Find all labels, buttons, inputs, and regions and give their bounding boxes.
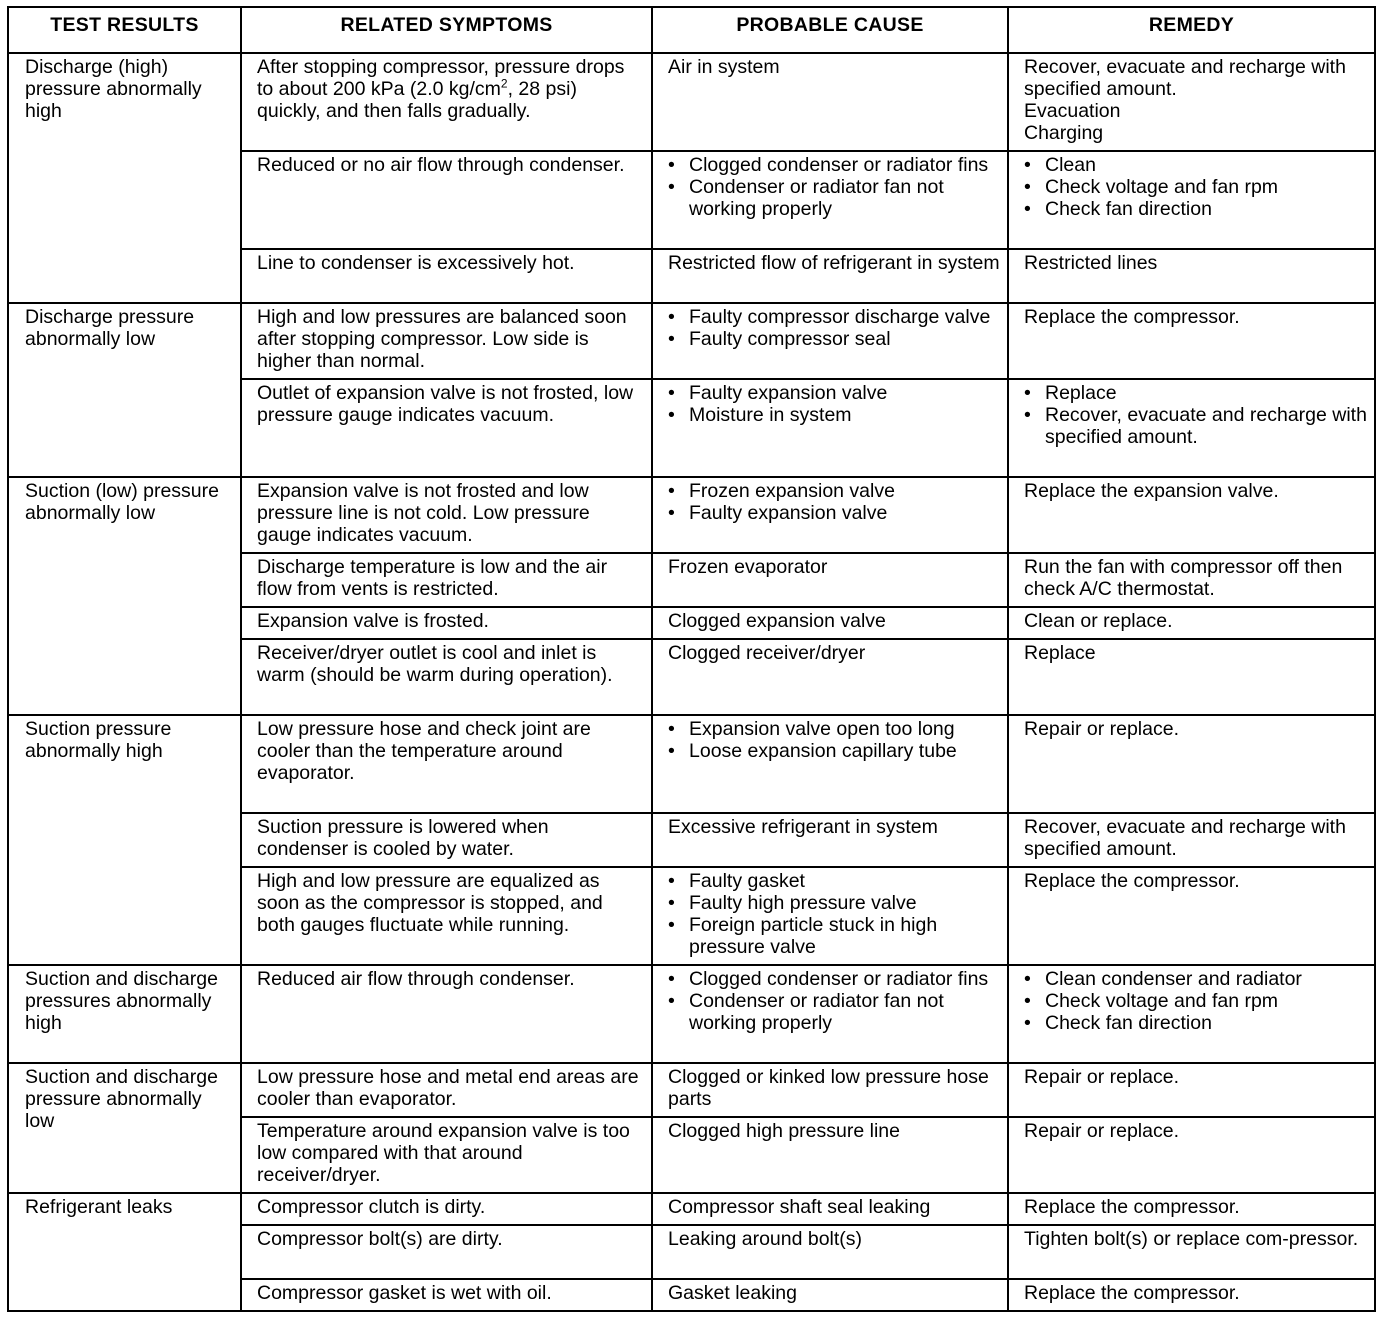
remedy-cell: Run the fan with compressor off then check A/C thermostat. [1008, 553, 1375, 607]
cause-cell: Gasket leaking [652, 1279, 1008, 1311]
remedy-bullet: • Replace [1024, 382, 1368, 404]
table-row [8, 1193, 1375, 1225]
cause-bullet: • Condenser or radiator fan not working properly [668, 176, 1001, 220]
cause-cell: Leaking around bolt(s) [652, 1225, 1008, 1279]
test-result-cell: Suction and discharge pressure abnormally low [8, 1063, 241, 1193]
cause-list [668, 382, 1001, 426]
symptom-cell: Compressor bolt(s) are dirty. [241, 1225, 652, 1279]
remedy-cell: Recover, evacuate and recharge with specified amount. [1008, 813, 1375, 867]
remedy-cell: Repair or replace. [1008, 1117, 1375, 1193]
cause-bullet: • Expansion valve open too long [668, 718, 1001, 740]
remedy-cell [1008, 965, 1375, 1063]
test-result-cell: Suction (low) pressure abnormally low [8, 477, 241, 715]
cause-list [668, 968, 1001, 1034]
symptom-cell: Line to condenser is excessively hot. [241, 249, 652, 303]
cause-bullet: • Condenser or radiator fan not working properly [668, 990, 1001, 1034]
remedy-cell: Replace the compressor. [1008, 1279, 1375, 1311]
symptom-cell: High and low pressures are balanced soon after stopping compressor. Low side is higher than normal. [241, 303, 652, 379]
cause-cell: Clogged receiver/dryer [652, 639, 1008, 715]
remedy-bullet: • Recover, evacuate and recharge with specified amount. [1024, 404, 1368, 448]
remedy-list [1024, 968, 1368, 1034]
cause-cell: Clogged or kinked low pressure hose parts [652, 1063, 1008, 1117]
cause-bullet: • Faulty compressor discharge valve [668, 306, 1001, 328]
symptom-cell: Compressor clutch is dirty. [241, 1193, 652, 1225]
cause-cell [652, 477, 1008, 553]
remedy-cell: Replace the expansion valve. [1008, 477, 1375, 553]
cause-bullet: • Frozen expansion valve [668, 480, 1001, 502]
remedy-cell: Restricted lines [1008, 249, 1375, 303]
header-probable-cause: PROBABLE CAUSE [652, 7, 1008, 53]
symptom-text: After stopping compressor, pressure drops to about 200 kPa (2.0 kg/cm [257, 56, 625, 100]
symptom-cell: Compressor gasket is wet with oil. [241, 1279, 652, 1311]
table-row [8, 715, 1375, 813]
remedy-line: Evacuation [1024, 100, 1121, 122]
cause-bullet: • Faulty expansion valve [668, 502, 1001, 524]
remedy-list [1024, 154, 1368, 220]
remedy-bullet: • Check fan direction [1024, 198, 1368, 220]
symptom-cell: Outlet of expansion valve is not frosted, low pressure gauge indicates vacuum. [241, 379, 652, 477]
remedy-bullet: • Clean [1024, 154, 1368, 176]
symptom-cell: Suction pressure is lowered when condenser is cooled by water. [241, 813, 652, 867]
cause-cell: Excessive refrigerant in system [652, 813, 1008, 867]
cause-list [668, 480, 1001, 524]
remedy-line: Recover, evacuate and recharge with specified amount. [1024, 56, 1346, 100]
symptom-cell: High and low pressure are equalized as soon as the compressor is stopped, and both gauges fluctuate while running. [241, 867, 652, 965]
symptom-cell: Receiver/dryer outlet is cool and inlet is warm (should be warm during operation). [241, 639, 652, 715]
remedy-line: Charging [1024, 122, 1104, 144]
symptom-cell: Reduced or no air flow through condenser. [241, 151, 652, 249]
cause-bullet: • Loose expansion capillary tube [668, 740, 1001, 762]
test-result-cell: Discharge (high) pressure abnormally high [8, 53, 241, 303]
table-row [8, 1063, 1375, 1117]
troubleshooting-table [7, 6, 1376, 1312]
table-row [8, 965, 1375, 1063]
cause-cell: Compressor shaft seal leaking [652, 1193, 1008, 1225]
test-result-cell: Discharge pressure abnormally low [8, 303, 241, 477]
cause-cell [652, 151, 1008, 249]
remedy-cell: Repair or replace. [1008, 715, 1375, 813]
cause-cell: Frozen evaporator [652, 553, 1008, 607]
cause-bullet: • Clogged condenser or radiator fins [668, 154, 1001, 176]
cause-list [668, 718, 1001, 762]
symptom-cell: Discharge temperature is low and the air flow from vents is restricted. [241, 553, 652, 607]
header-row [8, 7, 1375, 53]
cause-cell [652, 379, 1008, 477]
table-row [8, 53, 1375, 151]
remedy-cell [1008, 379, 1375, 477]
troubleshooting-table-container [7, 6, 1374, 1312]
remedy-bullet: • Check voltage and fan rpm [1024, 990, 1368, 1012]
header-remedy: REMEDY [1008, 7, 1375, 53]
cause-cell: Air in system [652, 53, 1008, 151]
table-row [8, 303, 1375, 379]
cause-cell: Restricted flow of refrigerant in system [652, 249, 1008, 303]
test-result-cell: Suction pressure abnormally high [8, 715, 241, 965]
remedy-cell: Replace the compressor. [1008, 1193, 1375, 1225]
remedy-bullet: • Check voltage and fan rpm [1024, 176, 1368, 198]
cause-cell [652, 867, 1008, 965]
header-related-symptoms: RELATED SYMPTOMS [241, 7, 652, 53]
remedy-cell: Tighten bolt(s) or replace com-pressor. [1008, 1225, 1375, 1279]
cause-cell [652, 715, 1008, 813]
cause-bullet: • Faulty compressor seal [668, 328, 1001, 350]
table-row [8, 477, 1375, 553]
cause-list [668, 870, 1001, 958]
cause-cell: Clogged expansion valve [652, 607, 1008, 639]
symptom-cell: Expansion valve is not frosted and low pressure line is not cold. Low pressure gauge indicates vacuum. [241, 477, 652, 553]
test-result-cell: Suction and discharge pressures abnormally high [8, 965, 241, 1063]
symptom-text: , 28 psi) quickly, and then falls gradually. [257, 78, 577, 122]
superscript: 2 [500, 76, 508, 91]
cause-bullet: • Clogged condenser or radiator fins [668, 968, 1001, 990]
cause-bullet: • Faulty expansion valve [668, 382, 1001, 404]
symptom-cell: Low pressure hose and metal end areas are cooler than evaporator. [241, 1063, 652, 1117]
cause-cell [652, 965, 1008, 1063]
cause-cell: Clogged high pressure line [652, 1117, 1008, 1193]
remedy-list [1024, 382, 1368, 448]
symptom-cell: Expansion valve is frosted. [241, 607, 652, 639]
cause-cell [652, 303, 1008, 379]
remedy-cell: Replace the compressor. [1008, 303, 1375, 379]
symptom-cell [241, 53, 652, 151]
remedy-cell: Repair or replace. [1008, 1063, 1375, 1117]
cause-bullet: • Faulty gasket [668, 870, 1001, 892]
test-result-cell: Refrigerant leaks [8, 1193, 241, 1311]
remedy-bullet: • Clean condenser and radiator [1024, 968, 1368, 990]
symptom-cell: Temperature around expansion valve is too low compared with that around receiver/dryer. [241, 1117, 652, 1193]
remedy-cell: Replace the compressor. [1008, 867, 1375, 965]
remedy-cell: Replace [1008, 639, 1375, 715]
remedy-cell: Clean or replace. [1008, 607, 1375, 639]
header-test-results: TEST RESULTS [8, 7, 241, 53]
cause-list [668, 154, 1001, 220]
remedy-bullet: • Check fan direction [1024, 1012, 1368, 1034]
remedy-cell [1008, 151, 1375, 249]
remedy-cell [1008, 53, 1375, 151]
cause-bullet: • Faulty high pressure valve [668, 892, 1001, 914]
symptom-cell: Reduced air flow through condenser. [241, 965, 652, 1063]
cause-list [668, 306, 1001, 350]
symptom-cell: Low pressure hose and check joint are cooler than the temperature around evaporator. [241, 715, 652, 813]
cause-bullet: • Moisture in system [668, 404, 1001, 426]
cause-bullet: • Foreign particle stuck in high pressure valve [668, 914, 1001, 958]
